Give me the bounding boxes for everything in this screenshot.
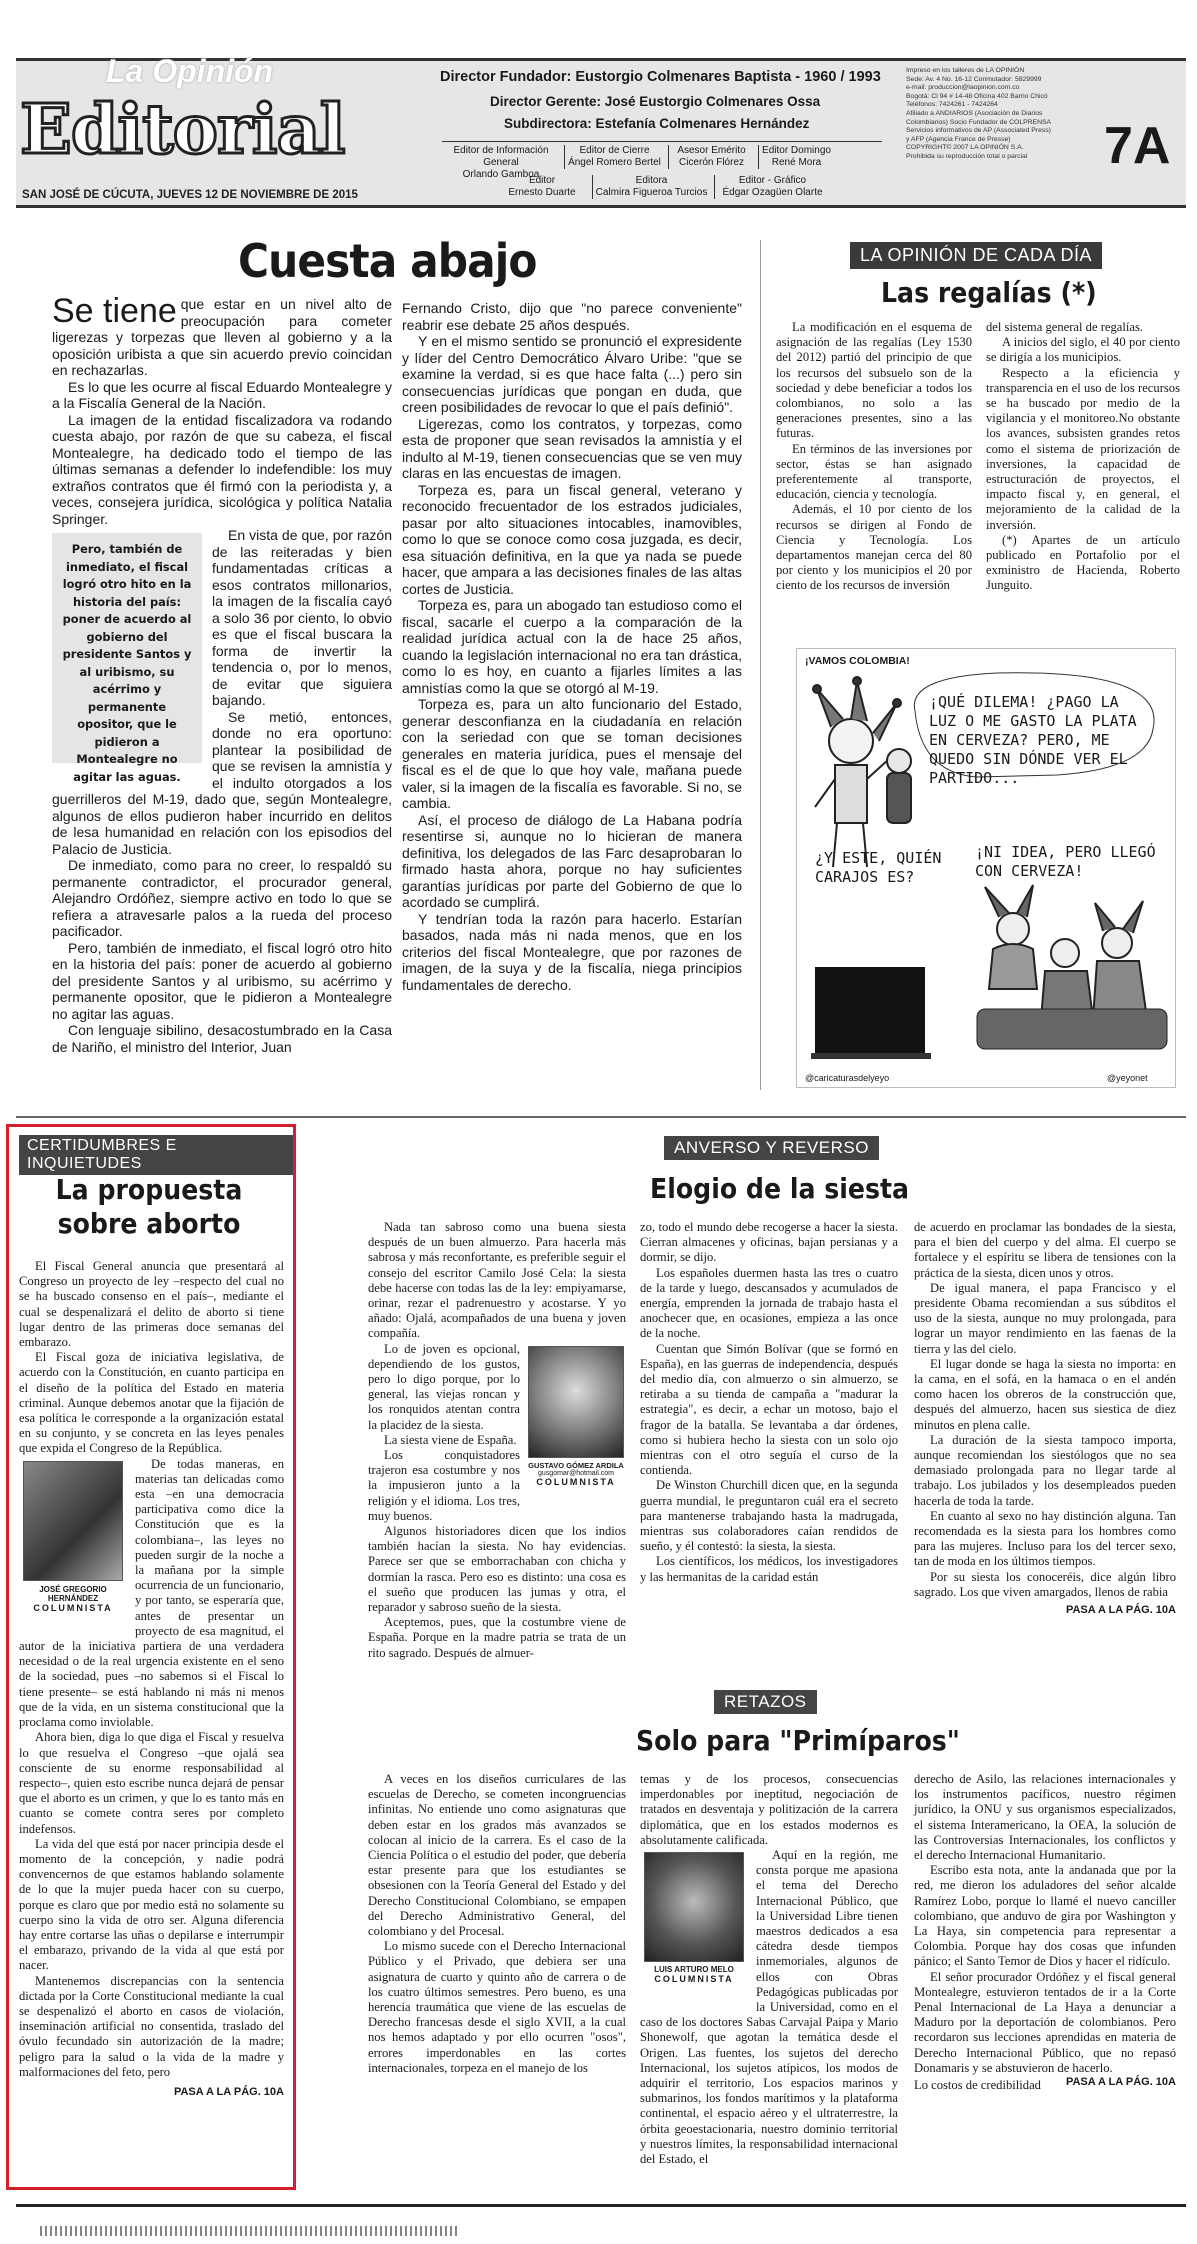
paragraph: Y tendrían toda la razón para hacerlo. Estarían basados, nada más ni nada menos, que en los criterios del fiscal Montealegre, que por razones de imagen, de la suya y de la fiscalía, niega principios fundamentales de derecho. (402, 910, 742, 993)
paragraph: Fernando Cristo, dijo que "no parece conveniente" reabrir ese debate 25 años después. (402, 300, 742, 333)
paragraph: Torpeza es, para un abogado tan estudioso como el fiscal, sacarle el cuerpo a la comparación de la realidad jurídica actual con la de hace 25 años, cuando la legislación internacional no era tan drástica, como lo es hoy, en cuanto a fijarles límites a las amnistías como la que se otorgó al M-19. (402, 597, 742, 696)
section-tag (664, 1136, 879, 1160)
retazos-col-3 (914, 1772, 1176, 2094)
info-line: e-mail: produccion@laopinion.com.co (906, 84, 1020, 92)
section-title: Editorial (20, 90, 345, 170)
paragraph: Es lo que les ocurre al fiscal Eduardo Montealegre y a la Fiscalía General de la Nación. (52, 378, 392, 411)
paragraph: Los científicos, los médicos, los investigadores y las hermanitas de la caridad están (640, 1554, 898, 1584)
paragraph: Lo mismo sucede con el Derecho Internacional Público y el Privado, que debiera ser una asignatura de cuarto y quinto año de carrera o de los cuatro últimos semestres. Pero bueno, es una herencia traumática que viene de las escuelas de Derecho francesas desde el siglo XVII, a la cual nos hemos adaptado y por ello ocurren "osos", errores imperdonables en las cortes internacionales, torpeza en el manejo de los (368, 1939, 626, 2075)
paragraph: En términos de las inversiones por sector, éstas se han asignado preferentemente al transporte, educación, ciencia y tecnología. (776, 441, 972, 502)
retazos-title: Solo para "Primíparos" (636, 1724, 960, 1757)
pullquote: Pero, también de inmediato, el fiscal logró otro hito en la historia del país: poner de acuerdo al gobierno del presidente Santos y al uribismo, su acérrimo y permanente opositor, que le pidieron a Montealegre no agitar las aguas. (62, 542, 192, 784)
paragraph: (*) Apartes de un artículo publicado en Portafolio por el exministro de Hacienda, Roberto Junguito. (986, 532, 1180, 593)
paragraph: De Winston Churchill dicen que, en la segunda guerra mundial, le preguntaron cuál era el secreto para mantenerse trabajando hasta la madrugada, mientras sus colaboradores caían rendidos de sueño, y él contestó: la siesta, la siesta. (640, 1478, 898, 1554)
credit-right: @yeyonet (1107, 1073, 1148, 1083)
page-number: 7A (1104, 117, 1171, 175)
paragraph: Aceptemos, pues, que la costumbre viene de España. Porque en la madre patria se trata de un rito sagrado. Después de almuer- (368, 1615, 626, 1660)
author-photo (644, 1852, 744, 1962)
paragraph: La duración de la siesta tampoco importa, aunque recomiendan los siestólogos que no sea demasiado prolongada para no llegar tarde al trabajo. Los jubilados y los desempleados pueden hacerla de toda la tarde. (914, 1432, 1176, 1508)
author-label: COLUMNISTA (654, 1974, 734, 1985)
paragraph: Por su siesta los conoceréis, dice algún libro sagrado. Los que viven amargados, llenos de rabia (914, 1569, 1176, 1599)
paragraph: La modificación en el esquema de asignación de las regalías (Ley 1530 del 2012) partió del principio de que los recursos del subsuelo son de la sociedad y debe beneficiar a todos los colombianos, no solo a las generaciones presentes, sino a las futuras. (776, 320, 972, 441)
paragraph: El lugar donde se haga la siesta no importa: en la cama, en el sofá, en la hamaca o en el andén como hacen los obreros de la construcción que, después del almuerzo, hacen sus siestica de diez minutos en plena calle. (914, 1356, 1176, 1432)
tag-label: LA OPINIÓN DE CADA DÍA (850, 242, 1102, 269)
paragraph: A veces en los diseños curriculares de las escuelas de Derecho, se cometen incongruencias infinitas. No entiende uno como asignaturas que deben estar en los grados más avanzados se colocan al inicio de la carrera. Es el caso de la Ciencia Política o el estudio del poder, que debería estar presente para que los estudiantes se obsesionen con la Teoría General del Estado y del Derecho Constitucional Colombiano, se empapen del Derecho Administrativo General, del colombiano y del Procesal. (368, 1772, 626, 1939)
jester-figure-2 (985, 885, 1037, 989)
staff-grid (442, 141, 882, 201)
paragraph: Lo de joven es opcional, dependiendo de los gustos, pero lo digo porque, por lo general, las viejas roncan y los ronquidos atentan contra la placidez de la siesta. (368, 1341, 520, 1432)
paragraph: Se metió, entonces, donde no era oportuno: plantear la posibilidad de que se revisen la amnistía y el indulto otorgados a los guerrilleros del M-19, dado que, según Montealegre, algunos de ellos pudieron haber incurrido en delitos de lesa humanidad en relación con los episodios del Palacio de Justicia. (52, 708, 392, 857)
paragraph: Así, el proceso de diálogo de La Habana podría resentirse si, aunque no lo hicieran de manera definitiva, los delegados de las Farc desaprobaran lo firmado hasta ahora, porque no hay suficientes garantías jurídicas por parte del Gobierno de que lo acordado se cumplirá. (402, 811, 742, 910)
section-divider (16, 1116, 1186, 1118)
cartoon-panel (796, 648, 1176, 1088)
paragraph: temas y de los procesos, consecuencias imperdonables por ineptitud, negociación de tratados en desventaja y politización de la carrera diplomática, que en los estados modernos es absolutamente calificada. (640, 1772, 898, 1847)
anverso-title: Elogio de la siesta (650, 1172, 910, 1205)
section-tag (19, 1135, 293, 1175)
paragraph: Ligerezas, como los contratos, y torpezas, como esta de proponer que sean revisados la amnistía y el indulto al M-19, tienen consecuencias que se ven muy claras en las encuestas de imagen. (402, 415, 742, 481)
staff-role: Editor (528, 175, 556, 186)
paragraph: de acuerdo en proclamar las bondades de la siesta, para el bien del cuerpo y del alma. El cuerpo se fortalece y el espíritu se libera de tensiones con la práctica de la siesta, dicen unos y otros. (914, 1220, 1176, 1280)
speech-bubble-1-text: ¡QUÉ DILEMA! ¿PAGO LA LUZ O ME GASTO LA PLATA EN CERVEZA? PERO, ME QUEDO SIN DÓNDE VER EL PARTIDO... (929, 693, 1137, 787)
author-photo-box (640, 1852, 748, 2002)
author-email: gusgomar@hotmail.com (538, 1469, 614, 1477)
paragraph: A inicios del siglo, el 40 por ciento se dirigía a los municipios. (986, 335, 1180, 365)
paragraph: Respecto a la eficiencia y transparencia en el uso de los recursos se ha buscado por medio de la vigilancia y el monitoreo.No obstante los avances, subsisten grandes retos como el sistema de priorización de inversiones, la capacidad de estructuración de proyectos, el impacto fiscal y, en general, el mejoramiento de la calidad de la inversión. (986, 365, 1180, 532)
staff-role: Editor - Gráfico (738, 175, 807, 186)
paragraph: Mantenemos discrepancias con la sentencia dictada por la Corte Constitucional mediante la cual se despenalizó el aborto en casos de violación, inseminación artificial no consentida, traslado del óvulo fecundado sin autorización de la madre; peligro para la salud o la vida de la madre y malformaciones del feto, pero (19, 1973, 284, 2079)
speech-bubble-2-text: ¿Y ESTE, QUIÉN CARAJOS ES? (815, 849, 942, 886)
tv-stand (811, 1053, 931, 1059)
section-tag (714, 1690, 817, 1714)
continue-link[interactable]: PASA A LA PÁG. 10A (1065, 1604, 1176, 1617)
author-photo-box (19, 1461, 127, 1631)
staff-name: René Mora (771, 157, 822, 168)
certidumbres-article (6, 1124, 296, 2190)
anverso-col-2 (640, 1220, 898, 1585)
paragraph: Además, el 10 por ciento de los recursos se dirigen al Fondo de Ciencia y Tecnología. Los departamentos manejan cerca del 80 por ciento y los municipios el 20 por ciento de los recursos de inversión (776, 502, 972, 593)
cada-dia-section (776, 242, 1186, 652)
sofa (977, 1009, 1167, 1049)
paragraph: Escribo esta nota, ante la andanada que por la red, me dieron los aduladores del señor alcalde Ramírez Lobo, porque lo llamé el nuevo canciller colombiano, que anduvo de gira por Washington y La Haya, sin competencia para representar a Colombia. Porque hay dos cosas que infunden pánico; el Santo Temor de Dios y hacer el ridículo. (914, 1863, 1176, 1969)
publisher-info (906, 67, 1096, 162)
editorial-title: Cuesta abajo (238, 234, 537, 288)
paragraph: Nada tan sabroso como una buena siesta después de un buen almuerzo. Para hacerla más sabrosa y más reconfortante, es preferible seguir el consejo del escritor Camilo José Cela: la siesta debe hacerse con todas las de la ley: empiyamarse, orinar, rezar el padrenuestro y acostarse. Y yo añado: Ojalá, acompañados de una buena y joven compañía. (368, 1220, 626, 1341)
staff-role: Editor de Información General (453, 145, 549, 168)
info-line: Teléfonos: 7424261 - 7424264 (906, 101, 998, 109)
television (815, 967, 925, 1053)
paragraph: del sistema general de regalías. (986, 320, 1144, 334)
paragraph: En cuanto al sexo no hay distinción alguna. Tan recomendada es la siesta para los hombres como para las mujeres. Incluso para los del tercer sexo, tan de moda en los últimos tiempos. (914, 1508, 1176, 1569)
paragraph: Cuentan que Simón Bolívar (que se formó en España), en las guerras de independencia, después del medio día, con almuerzo o sin almuerzo, se retiraba a su tienda de campaña a "madurar la estrategia", es decir, a echar un motoso, bajo el fragor de la batalla. Se levantaba a dar órdenes, como si hubiera hecho la siesta con un solo ojo mientras con el otro seguía el curso de la contienda. (640, 1341, 898, 1478)
author-name: GUSTAVO GÓMEZ ARDILA (528, 1460, 624, 1470)
bottom-rule (16, 2204, 1186, 2207)
jester-figure-3 (1093, 901, 1147, 1019)
jester-figure-1 (813, 677, 901, 867)
paragraph: Ahora bien, diga lo que diga el Fiscal y resuelva lo que resuelva el Congreso –que ojalá sea consciente de su enorme responsabilidad al respecto–, quien esto escribe nunca dejará de pensar que el aborto es un crimen, y que lo es tanto más en cuanto se comete contra seres por completo indefensos. (19, 1730, 284, 1836)
author-name: LUIS ARTURO MELO (654, 1965, 734, 1975)
paragraph: El Fiscal goza de iniciativa legislativa, de acuerdo con la Constitución, en cuanto participa en el diseño de la política del Estado en materia criminal. Aunque debemos anotar que la fijación de esa política le corresponde a la organización estatal en su conjunto, y se concreta en las leyes penales que expida el Congreso de la República. (19, 1350, 284, 1456)
paragraph: derecho de Asilo, las relaciones internacionales y los instrumentos pacíficos, nuestro régimen jurídico, la ONU y sus organismos especializados, el sistema Interamericano, la OEA, la solución de las Controversias Internacionales, los conflictos y el derecho Internacional Humanitario. (914, 1772, 1176, 1863)
tag-label: RETAZOS (714, 1690, 817, 1714)
staff-name: Cicerón Flórez (678, 157, 745, 168)
column-divider (760, 240, 761, 1090)
staff-name: Édgar Ozagüen Olarte (722, 187, 823, 198)
paragraph: Con lenguaje sibilino, desacostumbrado en la Casa de Nariño, el ministro del Interior, Juan (52, 1022, 392, 1055)
paragraph: El Fiscal General anuncia que presentará al Congreso un proyecto de ley –respecto del cual no se ha buscado consenso en el país–, mediante el cual se despenalizará el delito de aborto si tiene lugar dentro de las primeras doce semanas del embarazo. (19, 1259, 284, 1350)
paragraph: La siesta viene de España. (384, 1432, 517, 1447)
director-fundador: Director Fundador: Eustorgio Colmenares Baptista - 1960 / 1993 (440, 69, 881, 85)
paragraph: Algunos historiadores dicen que los indios también hacían la siesta. No hay evidencias. Parece ser que se emborrachaban con chicha y dormían la rasca. Pero eso es distinto: una cosa es el sueño que producen las jumas y otra, el reparador y sabroso sueño de la siesta. (368, 1524, 626, 1615)
editorial-col-2 (402, 300, 742, 993)
paragraph: Torpeza es, para un fiscal general, veterano y reconocido frecuentador de los estrados judiciales, pasar por alto situaciones intocables, inamovibles, como lo que se conoce como cosa juzgada, es decir, esa situación definitiva, en la que ya nada se puede hacer, que ampara a las decisiones finales de las altas cortes de Justicia. (402, 481, 742, 597)
brand-logo: La Opinión (106, 53, 274, 89)
staff-name: Orlando Gamboa (462, 169, 540, 180)
staff-role: Asesor Emérito (677, 145, 746, 156)
staff-name: Ángel Romero Bertel (568, 157, 661, 168)
credit-left: @caricaturasdelyeyo (805, 1073, 890, 1083)
paragraph: Lo costos de credibilidad (914, 2078, 1041, 2093)
staff-role: Editor Domingo (762, 145, 831, 156)
tag-label: CERTIDUMBRES E INQUIETUDES (19, 1135, 293, 1175)
lead-word: Se tiene (52, 292, 177, 330)
editorial-col-1 (52, 292, 392, 1055)
paragraph: Pero, también de inmediato, el fiscal logró otro hito en la historia del país: poner de acuerdo al gobierno del presidente Santos y al uribismo, su acérrimo y permanente opositor, que le pidieron a Montealegre no agitar las aguas. (52, 939, 392, 1022)
retazos-article (300, 1684, 1190, 2194)
person-figure (1041, 939, 1093, 1019)
continue-link[interactable]: PASA A LA PÁG. 10A (1065, 2076, 1176, 2089)
director-gerente: Director Gerente: José Eustorgio Colmenares Ossa (490, 94, 821, 109)
author-label: COLUMNISTA (536, 1476, 616, 1487)
staff-role: Editor de Cierre (579, 145, 650, 156)
paragraph: De igual manera, el papa Francisco y el presidente Obama recomiendan a sus súbditos el uso de la siesta, aunque no muy prolongada, para lograr un mayor rendimiento en las faenas de la tierra y las del cielo. (914, 1280, 1176, 1356)
paragraph: Los conquistadores trajeron esa costumbre y nos la impusieron junto a la religión y el idioma. Los tres, muy buenos. (368, 1448, 520, 1523)
paragraph: Y en el mismo sentido se pronunció el expresidente y líder del Centro Democrático Álvaro Uribe: "que se examine la verdad, si es que hace falta (...) pero sin consecuencias jurídicas que pongan en duda, que creen posibilidades de revocar lo que el país definió". (402, 333, 742, 415)
author-photo (23, 1461, 123, 1581)
paragraph: zo, todo el mundo debe recogerse a hacer la siesta. Cierran almacenes y oficinas, bajan persianas y a dormir, se dijo. (640, 1220, 898, 1265)
info-line: Bogotá: Cl 94 # 14-48 Oficina 402 Barrio Chicó (906, 92, 1048, 100)
paragraph: De inmediato, como para no creer, lo respaldó su permanente contradictor, el procurador general, Alejandro Ordóñez, siempre activo en todo lo que se refiera a atravesarle palos a la rueda del proceso pacificador. (52, 857, 392, 939)
author-label: COLUMNISTA (33, 1602, 113, 1613)
author-photo (528, 1346, 624, 1458)
certidumbres-title: La propuesta sobre aborto (55, 1173, 243, 1240)
masthead (16, 53, 1186, 208)
subdirectora: Subdirectora: Estefanía Colmenares Hernández (504, 116, 810, 131)
anverso-article (300, 1124, 1190, 1684)
paragraph: La imagen de la entidad fiscalizadora va rodando cuesta abajo, por razón de que su cabeza, el fiscal Montealegre, ha dedicado todo el tiempo de las últimas semanas a defender lo indefendible: los muy extraños contratos que él firmó con la periodista y, a veces, consejera jurídica, sicológica y política Natalia Springer. (52, 411, 392, 527)
paragraph: De todas maneras, en materias tan delicadas como esta –en una democracia participativa como dice la Constitución que es la colombiana–, las leyes no pueden surgir de la noche a la mañana por la simple ocurrencia de un funcionario, y por tanto, se esperaría que, antes de presentar un proyecto de esa magnitud, el autor de la iniciativa partiera de una verdadera necesidad o de la real urgencia existente en el seno de la sociedad, pues –no sabemos si el Fiscal lo tiene presente– se está hablando ni más ni menos que de la vida, en un sistema constitucional que la proclama como inviolable. (19, 1456, 284, 1730)
info-line: Afiliado a ANDIARIOS (Asociación de Diarios (906, 109, 1043, 117)
dateline: SAN JOSÉ DE CÚCUTA, JUEVES 12 DE NOVIEMBRE DE 2015 (22, 189, 358, 201)
tag-label: ANVERSO Y REVERSO (664, 1136, 879, 1160)
retazos-col-2 (640, 1772, 898, 2167)
info-line: y AFP (Agencia France de Presse) (906, 135, 1011, 143)
staff-name: Calmira Figueroa Turcios (595, 187, 708, 198)
continue-link[interactable]: PASA A LA PÁG. 10A (173, 2085, 284, 2098)
portrait-figure (887, 749, 911, 823)
cada-dia-col-2 (986, 320, 1180, 594)
info-line: Servicios informativos de AP (Associated Press) (906, 127, 1051, 135)
anverso-col-3 (914, 1220, 1176, 1618)
info-line: Sede: Av. 4 No. 16-12 Conmutador: 5829999 (906, 75, 1042, 83)
info-line: COPYRIGHT© 2007 LA OPINIÓN S.A. (906, 144, 1024, 152)
paragraph: Torpeza es, para un alto funcionario del Estado, generar desconfianza en la ciudadanía en relación con la seriedad con que se toman decisiones generales en materia jurídica, pues el mensaje del fiscal es el de que lo que hoy vale, mañana puede valer, si la imagen de la fiscalía es favorable. Si no, se cambia. (402, 696, 742, 811)
cada-dia-title: Las regalías (*) (881, 276, 1097, 309)
cada-dia-col-1 (776, 320, 972, 594)
anverso-col-1 (368, 1220, 626, 1661)
cartoon-title: ¡VAMOS COLOMBIA! (805, 655, 910, 667)
lead-text: que estar en un nivel alto de preocupación para cometer ligerezas y torpezas que lleven al gobierno y a la oposición uribista a que sin acuerdo previo coincidan en rechazarlas. (52, 296, 392, 378)
paragraph: Aquí en la región, me consta porque me apasiona el tema del Derecho Internacional Público, que la Universidad Libre tienen maestros dedicados a esa cátedra desde tiempos inmemoriales, algunos de ellos con Obras Pedagógicas publicadas por la Universidad, como en el caso de los doctores Sabas Carvajal Paipa y Mario Shonewolf, que agotan la temática desde el Origen. Las fuentes, los sujetos del derecho Internacional, los sujetos atípicos, los modos de adquirir el territorio, Los espacios marinos y submarinos, los fondos marítimos y la plataforma continental, el espacio aéreo y el ultraterrestre, la órbita geoestacionaria, nuestro dominio territorial y nuestros límites, la responsabilidad internacional del Estado, el (640, 1848, 898, 2167)
paragraph: La vida del que está por nacer principia desde el momento de la concepción, y nadie podrá convencernos de que estamos hablando solamente de lo que la mujer pueda hacer con su cuerpo, porque es claro que por medio está no solamente su cuerpo sino la vida de otro ser. Alguna diferencia hay entre cortarse las uñas o depilarse e interrumpir el embarazo, privando de la vida al que está por nacer. (19, 1836, 284, 1973)
speech-bubble-3-text: ¡NI IDEA, PERO LLEGÓ CON CERVEZA! (975, 843, 1156, 880)
retazos-col-1 (368, 1772, 626, 2076)
info-line: Prohibida su reproducción total o parcial (906, 152, 1028, 160)
paragraph: En vista de que, por razón de las reiteradas y bien fundamentadas críticas a esos contratos millonarios, la imagen de la fiscalía cayó a solo 36 por ciento, lo obvio es que el fiscal buscara la forma de invertir la tendencia o, por lo menos, de evitar que siguiera bajando. (212, 527, 392, 708)
author-photo-box (526, 1346, 626, 1516)
paragraph: El señor procurador Ordóñez y el fiscal general Montealegre, estuvieron tentados de ir a la Corte Penal Internacional de La Haya a denunciar a Maduro por la deportación de colombianos. Pero recordaron sus lecciones aprendidas en materia de Derecho Internacional Público, que no repasó Donamaris y se abstuvieron de hacerlo. (914, 1969, 1176, 2075)
author-name: JOSÉ GREGORIO HERNÁNDEZ (39, 1584, 107, 1603)
info-line: Impreso en los talleres de LA OPINIÓN (906, 67, 1025, 74)
info-line: Colombianos) Socio Fundador de COLPRENSA (906, 118, 1052, 126)
staff-role: Editora (635, 175, 668, 186)
barcode-strip (40, 2226, 460, 2236)
pullquote-box (52, 533, 202, 784)
paragraph: Los españoles duermen hasta las tres o cuatro de la tarde y luego, descansados y acumulados de energía, emprenden la jornada de trabajo hasta el anochecer que, en ocasiones, empieza a las once de la noche. (640, 1265, 898, 1341)
staff-name: Ernesto Duarte (508, 187, 576, 198)
certidumbres-body (19, 1259, 284, 2100)
section-tag (850, 242, 1102, 269)
